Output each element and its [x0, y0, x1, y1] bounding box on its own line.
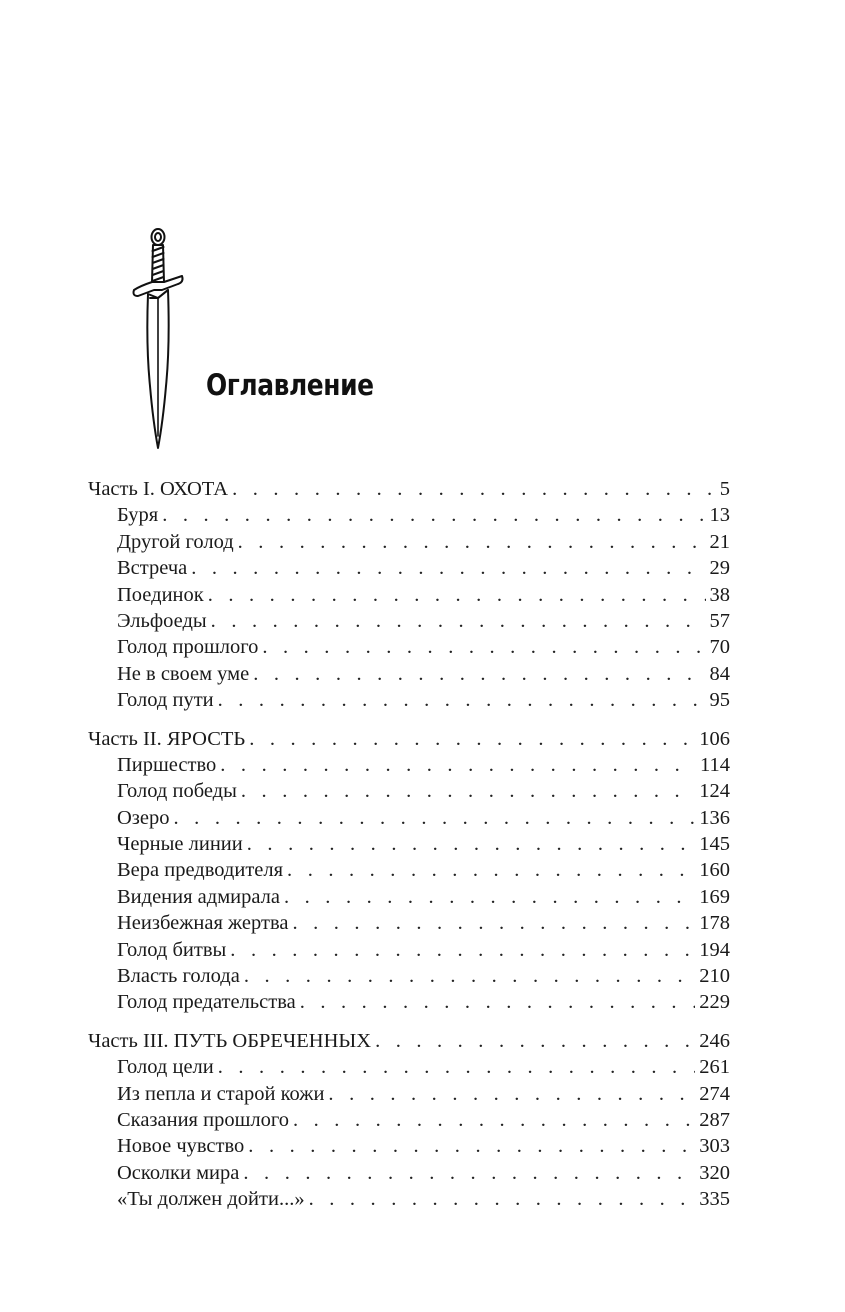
leader-dots — [287, 857, 695, 883]
leader-dots — [328, 1081, 695, 1107]
leader-dots — [232, 476, 716, 502]
toc-page-number: 274 — [699, 1082, 730, 1105]
leader-dots — [211, 608, 706, 634]
toc-page-number: 70 — [709, 636, 730, 659]
leader-dots — [292, 910, 695, 936]
toc-chapter-row[interactable] — [88, 582, 730, 608]
toc-chapter-title: Эльфоеды — [117, 609, 207, 632]
toc-chapter-title: Другой голод — [117, 530, 234, 553]
toc-page-number: 210 — [699, 965, 730, 988]
toc-chapter-row[interactable] — [88, 608, 730, 634]
toc-chapter-row[interactable] — [88, 687, 730, 713]
toc-chapter-row[interactable] — [88, 989, 730, 1015]
toc-part-title: Часть II. ЯРОСТЬ — [88, 727, 246, 750]
toc-part-row[interactable] — [88, 476, 730, 502]
leader-dots — [244, 963, 695, 989]
toc-chapter-title: Черные линии — [117, 833, 243, 856]
toc-part-title: Часть III. ПУТЬ ОБРЕЧЕННЫХ — [88, 1029, 372, 1052]
leader-dots — [162, 502, 705, 528]
toc-part-3 — [88, 1028, 730, 1213]
toc-chapter-row[interactable] — [88, 1107, 730, 1133]
toc-chapter-row[interactable] — [88, 1081, 730, 1107]
toc-chapter-row[interactable] — [88, 937, 730, 963]
toc-page-number: 261 — [699, 1056, 730, 1079]
toc-page-number: 124 — [699, 780, 730, 803]
toc-page-number: 160 — [699, 859, 730, 882]
toc-page-number: 38 — [709, 583, 730, 606]
toc-chapter-title: Голод битвы — [117, 938, 227, 961]
toc-heading: Оглавление — [206, 368, 374, 402]
toc-part-row[interactable] — [88, 1028, 730, 1054]
toc-chapter-row[interactable] — [88, 555, 730, 581]
toc-chapter-title: Вера предводителя — [117, 859, 284, 882]
toc-part-2 — [88, 726, 730, 1016]
toc-chapter-title: Поединок — [117, 583, 204, 606]
leader-dots — [218, 1054, 696, 1080]
leader-dots — [241, 778, 695, 804]
toc-chapter-title: Неизбежная жертва — [117, 912, 289, 935]
leader-dots — [375, 1028, 695, 1054]
leader-dots — [238, 529, 706, 555]
toc-chapter-row[interactable] — [88, 634, 730, 660]
toc-page-number: 84 — [709, 662, 730, 685]
toc-chapter-row[interactable] — [88, 857, 730, 883]
toc-chapter-row[interactable] — [88, 1133, 730, 1159]
toc-chapter-row[interactable] — [88, 1186, 730, 1212]
leader-dots — [247, 831, 695, 857]
toc-page-number: 106 — [699, 727, 730, 750]
leader-dots — [248, 1133, 695, 1159]
toc-chapter-row[interactable] — [88, 661, 730, 687]
toc-page-number: 145 — [699, 833, 730, 856]
toc-chapter-title: Голод предательства — [117, 991, 296, 1014]
leader-dots — [284, 884, 695, 910]
leader-dots — [253, 661, 705, 687]
leader-dots — [230, 937, 695, 963]
toc-chapter-row[interactable] — [88, 805, 730, 831]
toc-chapter-title: Голод цели — [117, 1056, 214, 1079]
toc-part-title: Часть I. ОХОТА — [88, 478, 229, 500]
toc-chapter-title: «Ты должен дойти...» — [117, 1188, 305, 1211]
dagger-icon — [128, 226, 188, 450]
toc-chapter-title: Голод прошлого — [117, 636, 259, 659]
toc-page-number: 229 — [699, 991, 730, 1014]
toc-chapter-title: Голод победы — [117, 780, 237, 803]
toc-chapter-row[interactable] — [88, 1054, 730, 1080]
toc-page-number: 57 — [709, 609, 730, 632]
toc-chapter-title: Новое чувство — [117, 1135, 245, 1158]
toc-chapter-row[interactable] — [88, 884, 730, 910]
leader-dots — [208, 582, 706, 608]
toc-page-number: 246 — [699, 1029, 730, 1052]
toc-page-number: 136 — [699, 806, 730, 829]
toc-chapter-row[interactable] — [88, 752, 730, 778]
toc-page-number: 95 — [709, 689, 730, 712]
leader-dots — [262, 634, 705, 660]
toc-part-row[interactable] — [88, 726, 730, 752]
toc-page-number: 29 — [709, 557, 730, 580]
toc-page-number: 178 — [699, 912, 730, 935]
leader-dots — [300, 989, 696, 1015]
toc-chapter-title: Власть голода — [117, 965, 240, 988]
toc-chapter-title: Встреча — [117, 557, 188, 580]
toc-chapter-title: Пиршество — [117, 753, 217, 776]
toc-chapter-title: Видения адмирала — [117, 885, 280, 908]
toc-page-number: 13 — [709, 504, 730, 527]
toc-chapter-title: Буря — [117, 504, 159, 527]
toc-page-number: 303 — [699, 1135, 730, 1158]
leader-dots — [220, 752, 696, 778]
toc-chapter-row[interactable] — [88, 529, 730, 555]
toc-page-number: 169 — [699, 885, 730, 908]
table-of-contents — [88, 476, 730, 1225]
toc-chapter-title: Сказания прошлого — [117, 1108, 289, 1131]
leader-dots — [309, 1186, 696, 1212]
toc-chapter-row[interactable] — [88, 831, 730, 857]
toc-page-number: 320 — [699, 1161, 730, 1184]
toc-chapter-title: Озеро — [117, 806, 170, 829]
toc-chapter-row[interactable] — [88, 778, 730, 804]
toc-chapter-row[interactable] — [88, 963, 730, 989]
toc-chapter-title: Голод пути — [117, 689, 214, 712]
leader-dots — [243, 1160, 695, 1186]
toc-page-number: 335 — [699, 1188, 730, 1211]
toc-part-1 — [88, 476, 730, 714]
toc-page-number: 114 — [700, 753, 730, 776]
toc-page-number: 194 — [699, 938, 730, 961]
leader-dots — [218, 687, 706, 713]
leader-dots — [191, 555, 705, 581]
toc-chapter-row[interactable] — [88, 910, 730, 936]
toc-chapter-row[interactable] — [88, 502, 730, 528]
leader-dots — [249, 726, 695, 752]
toc-page-number: 21 — [709, 530, 730, 553]
leader-dots — [174, 805, 696, 831]
toc-page-number: 287 — [699, 1108, 730, 1131]
toc-chapter-title: Не в своем уме — [117, 662, 250, 685]
toc-page-number: 5 — [719, 478, 730, 500]
leader-dots — [293, 1107, 695, 1133]
toc-chapter-title: Осколки мира — [117, 1161, 240, 1184]
toc-chapter-row[interactable] — [88, 1160, 730, 1186]
toc-chapter-title: Из пепла и старой кожи — [117, 1082, 325, 1105]
